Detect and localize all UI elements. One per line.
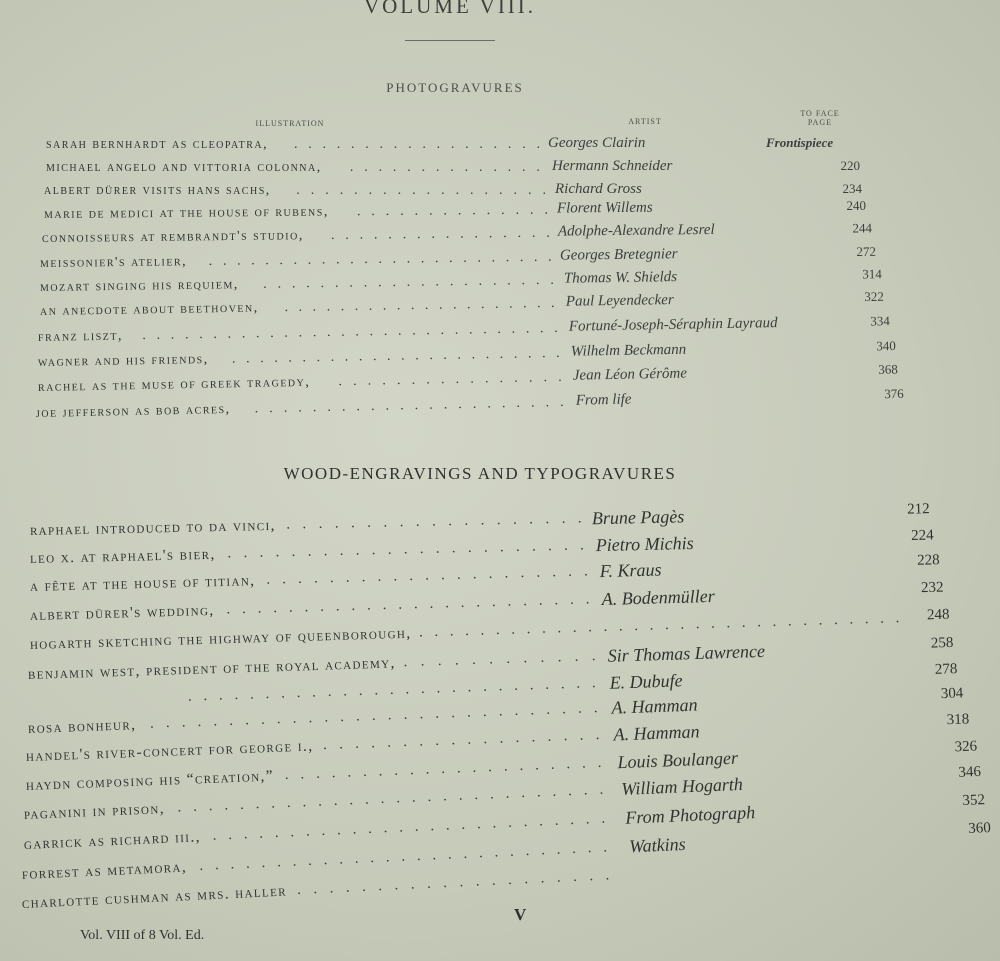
- artist-name: Jean Léon Gérôme: [572, 365, 688, 384]
- illustration-title: albert dürer's wedding,: [29, 601, 215, 624]
- column-header-page-line1: TO FACE: [800, 109, 840, 118]
- dot-leader: . . . . . . . . . . . . . . . . . . . . . . . . .: [208, 249, 552, 269]
- page-number: 334: [870, 313, 890, 329]
- artist-name: Brune Pagès: [591, 506, 685, 529]
- dot-leader: . . . . . . . . . . . . . . . . . .: [296, 183, 546, 198]
- dot-leader: . . . . . . . . . . . . . . . . . . . .: [284, 295, 555, 316]
- artist-name: Louis Boulanger: [617, 747, 739, 773]
- artist-name: A. Hamman: [613, 721, 700, 745]
- artist-name: Florent Willems: [556, 199, 653, 217]
- heading-rule: [405, 40, 495, 41]
- artist-name: From Photograph: [624, 802, 756, 828]
- illustration-title: leo x. at raphael's bier,: [29, 545, 216, 567]
- column-header-artist: ARTIST: [628, 117, 662, 126]
- dot-leader: . . . . . . . . . . . . . . . . . .: [293, 137, 540, 152]
- dot-leader: . . . . . . . . . . . . . . . . . . . . . .: [254, 394, 564, 417]
- artist-name: A. Bodenmüller: [601, 585, 715, 610]
- dot-leader: . . . . . . . . . . . . . . . .: [338, 369, 562, 390]
- dot-leader: . . . . . . . . . . . . . . . . . . . . . . . . . . . . . . . .: [418, 610, 900, 641]
- page-number: 346: [958, 763, 982, 781]
- page-number: 304: [940, 685, 964, 703]
- illustration-title: michael angelo and vittoria colonna,: [46, 160, 322, 175]
- page-number: 232: [920, 579, 944, 597]
- illustration-title: handel's river-concert for george i.,: [25, 737, 314, 765]
- dot-leader: . . . . . . . . . . . . . . . . . . . . . . . . . . . .: [177, 781, 604, 816]
- illustration-title: mozart singing his requiem,: [39, 277, 239, 295]
- dot-leader: . . . . . . . . . . . . . . . . . . . . . . . . . . .: [199, 839, 608, 874]
- illustration-title: connoisseurs at rembrandt's studio,: [41, 228, 304, 246]
- artist-name: Sir Thomas Lawrence: [607, 640, 766, 666]
- illustration-title: hogarth sketching the highway of queenborough,: [29, 624, 412, 653]
- page-number: 212: [907, 501, 930, 518]
- artist-name: William Hogarth: [620, 773, 744, 799]
- dot-leader: . . . . . . . . . . . . . . . . . . . . . . . . . .: [212, 810, 606, 844]
- page-number: 224: [911, 527, 934, 545]
- table-row: [0, 137, 1000, 157]
- page-folio: V: [514, 905, 527, 924]
- page-number: 318: [946, 711, 970, 729]
- page-number: 240: [846, 197, 866, 213]
- page-number: 322: [864, 288, 884, 305]
- dot-leader: . . . . . . . . . . . . . . . . . . . . . . . .: [226, 591, 590, 618]
- dot-leader: . . . . . . . . . . . . . .: [356, 202, 548, 220]
- artist-name: Richard Gross: [555, 181, 642, 197]
- artist-name: Hermann Schneider: [552, 158, 673, 174]
- illustration-title: wagner and his friends,: [37, 352, 209, 370]
- page-number: 340: [876, 338, 896, 354]
- artist-name: Wilhelm Beckmann: [570, 341, 687, 360]
- illustration-title: rosa bonheur,: [27, 716, 137, 737]
- illustration-title: meissonier's atelier,: [39, 254, 188, 271]
- illustration-title: a fête at the house of titian,: [29, 572, 256, 595]
- dot-leader: . . . . . . . . . . . . . . . . . . . . .: [266, 563, 588, 588]
- page-number: 272: [856, 243, 876, 260]
- artist-name: Thomas W. Shields: [563, 269, 678, 287]
- artist-name: F. Kraus: [599, 559, 662, 582]
- artist-name: Watkins: [628, 833, 687, 857]
- illustration-title: sarah bernhardt as cleopatra,: [46, 137, 269, 152]
- illustration-title: garrick as richard iii.,: [23, 828, 202, 853]
- illustration-title: franz liszt,: [37, 328, 124, 345]
- artist-name: Georges Bretegnier: [559, 246, 678, 264]
- page-number: 244: [852, 220, 872, 236]
- illustration-title: an anecdote about beethoven,: [39, 300, 259, 319]
- illustration-title: albert dürer visits hans sachs,: [44, 183, 271, 198]
- dot-leader: . . . . . . . . . . . . . . . . . . . . .: [263, 272, 554, 292]
- page-number: 220: [840, 158, 860, 173]
- page-number: Frontispiece: [766, 135, 834, 150]
- page-number: 228: [916, 552, 940, 569]
- dot-leader: . . . . . . . . . . . . . . . . . . . . . . . . . . . . .: [149, 700, 598, 732]
- artist-name: Paul Leyendecker: [565, 292, 674, 310]
- illustration-title: rachel as the muse of greek tragedy,: [37, 374, 311, 395]
- dot-leader: . . . . . . . . . . . . . . . .: [330, 225, 550, 243]
- illustration-title: forrest as metamora,: [21, 858, 188, 883]
- edition-footer: Vol. VIII of 8 Vol. Ed.: [80, 928, 205, 943]
- dot-leader: . . . . . . . . . . . . . . . . . . . .: [296, 867, 610, 899]
- illustration-title: raphael introduced to da vinci,: [29, 516, 276, 539]
- artist-name: Georges Clairin: [548, 135, 646, 151]
- page-number: 326: [954, 738, 978, 756]
- page-number: 352: [962, 792, 986, 810]
- page-number: 376: [884, 385, 904, 402]
- page-number: 258: [930, 634, 954, 652]
- illustration-title: marie de medici at the house of rubens,: [43, 204, 329, 222]
- page-number: 234: [842, 181, 862, 196]
- illustration-title: haydn composing his “creation,”: [25, 767, 275, 794]
- page-number: 360: [967, 820, 992, 838]
- artist-name: Pietro Michis: [595, 532, 694, 556]
- dot-leader: . . . . . . . . . . . . . .: [349, 160, 540, 175]
- page-number: 314: [862, 266, 882, 282]
- dot-leader: . . . . . . . . . . . . . . . . . . . . . . .: [227, 537, 584, 562]
- illustration-title: paganini in prison,: [23, 800, 166, 823]
- artist-name: From life: [575, 391, 632, 409]
- volume-heading: VOLUME VIII.: [363, 0, 537, 18]
- dot-leader: . . . . . . . . . . . . . . . . . .: [322, 726, 600, 754]
- photogravures-title: PHOTOGRAVURES: [386, 80, 524, 95]
- illustration-title: charlotte cushman as mrs. haller: [21, 882, 288, 912]
- illustration-title: benjamin west, president of the royal academy,: [27, 654, 397, 683]
- table-row: [0, 160, 1000, 180]
- illustration-title: joe jefferson as bob acres,: [35, 401, 231, 421]
- artist-name: Adolphe-Alexandre Lesrel: [557, 221, 715, 240]
- artist-name: Fortuné-Joseph-Séraphin Layraud: [568, 315, 778, 335]
- dot-leader: . . . . . . . . . . . . . . . . . . . . . . . . . . . . . .: [142, 320, 558, 344]
- page-number: 368: [878, 361, 898, 377]
- dot-leader: . . . . . . . . . . . . . . . . . . .: [286, 510, 582, 533]
- page-number: 248: [926, 606, 950, 624]
- column-header-page-line2: PAGE: [807, 118, 833, 127]
- dot-leader: . . . . . . . . . . . . . . . . . . . . .: [284, 754, 602, 784]
- wood-engravings-title: WOOD-ENGRAVINGS AND TYPOGRAVURES: [283, 464, 677, 483]
- page-number: 278: [934, 661, 958, 678]
- column-header-illustration: ILLUSTRATION: [255, 119, 325, 128]
- dot-leader: . . . . . . . . . . . . . . . . . . . . . . . . . . .: [187, 675, 596, 705]
- artist-name: E. Dubufe: [609, 670, 683, 693]
- artist-name: A. Hamman: [611, 694, 698, 718]
- dot-leader: . . . . . . . . . . . .: [403, 648, 596, 671]
- dot-leader: . . . . . . . . . . . . . . . . . . . . . . . .: [231, 345, 560, 367]
